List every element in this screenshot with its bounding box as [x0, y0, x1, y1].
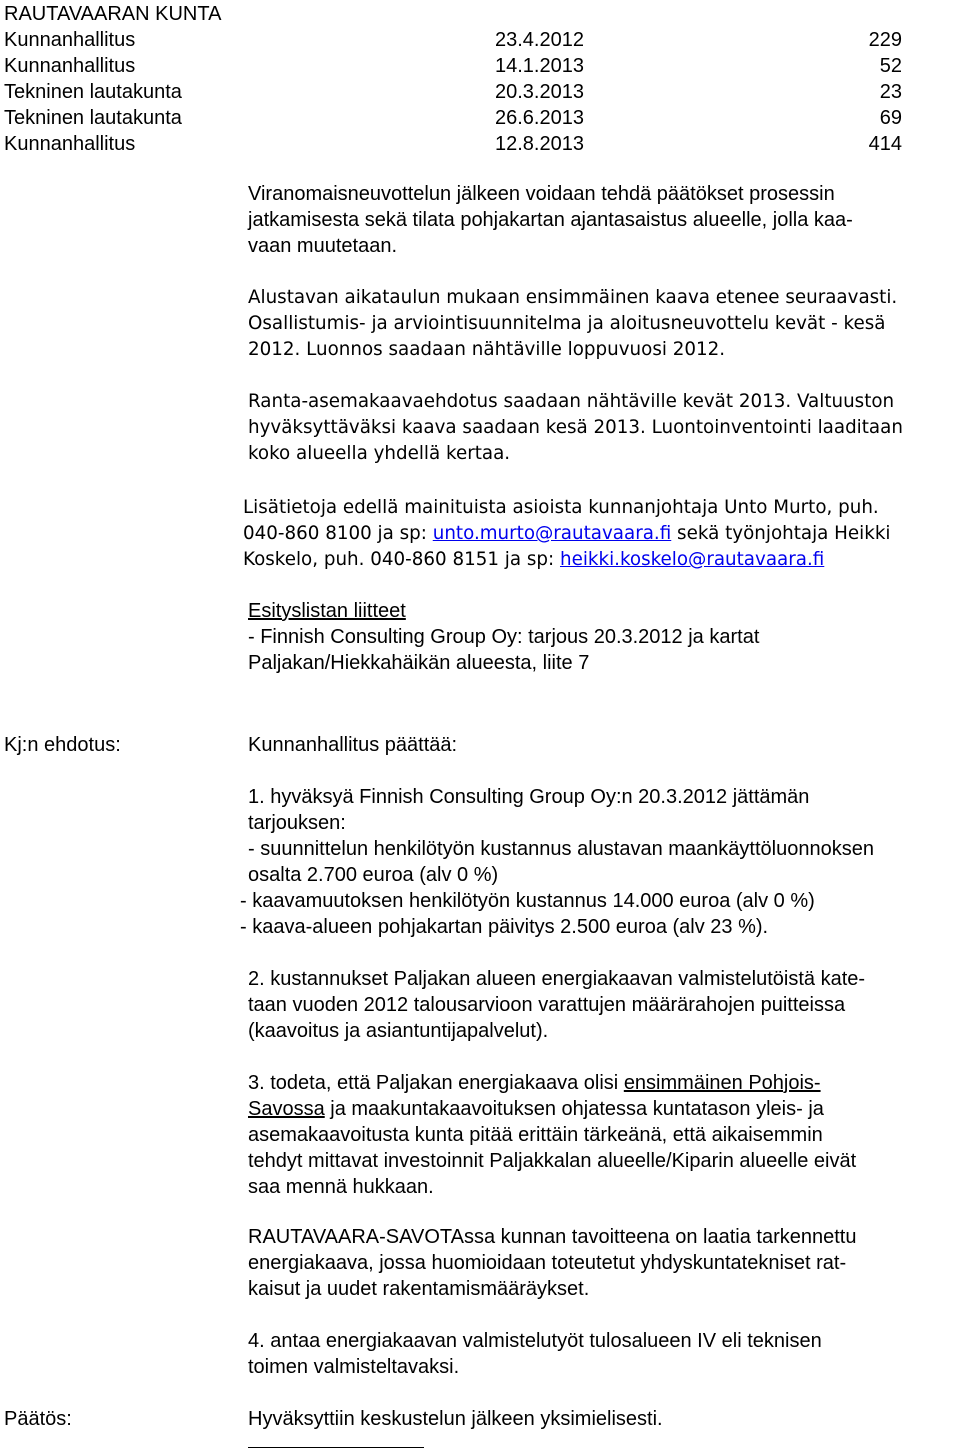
history-ref: 23	[879, 81, 902, 103]
proposal-label: Kj:n ehdotus:	[4, 734, 121, 756]
history-body: Tekninen lautakunta	[4, 81, 182, 103]
text-line: hyväksyttäväksi kaava saadaan kesä 2013. Luontoinventointi laaditaan	[248, 417, 903, 438]
history-date: 12.8.2013	[495, 133, 584, 155]
decision-label: Päätös:	[4, 1408, 72, 1430]
text-line: Kunnanhallitus päättää:	[248, 734, 458, 756]
text-line: jatkamisesta sekä tilata pohjakartan ajantasaistus alueelle, jolla kaa-	[248, 209, 853, 231]
history-row	[4, 27, 902, 53]
text-line: koko alueella yhdellä kertaa.	[248, 443, 511, 464]
history-date: 20.3.2013	[495, 81, 584, 103]
attachments-heading: Esityslistan liitteet	[248, 600, 406, 622]
proposal-item-3	[248, 1070, 960, 1200]
text-line: 2012. Luonnos saadaan nähtäville loppuvuosi 2012.	[248, 339, 726, 360]
proposal-item-2	[248, 966, 960, 1044]
history-date: 26.6.2013	[495, 107, 584, 129]
text-line: tehdyt mittavat investoinnit Paljakkalan alueelle/Kiparin alueelle eivät	[248, 1150, 857, 1172]
text-line: 4. antaa energiakaavan valmistelutyöt tulosalueen IV eli teknisen	[248, 1330, 822, 1352]
proposal-item-1	[248, 784, 960, 888]
organization-name: RAUTAVAARAN KUNTA	[4, 3, 222, 25]
text-line	[248, 1096, 960, 1122]
paragraph-savota	[248, 1224, 960, 1302]
text-fragment: sekä työnjohtaja Heikki	[671, 523, 891, 544]
email-link-heikki-koskelo[interactable]: heikki.koskelo@rautavaara.fi	[559, 549, 825, 570]
history-date: 23.4.2012	[495, 29, 584, 51]
email-link-unto-murto[interactable]: unto.murto@rautavaara.fi	[432, 523, 672, 544]
text-line: Viranomaisneuvottelun jälkeen voidaan tehdä päätökset prosessin	[248, 183, 835, 205]
text-line: - kaava-alueen pohjakartan päivitys 2.500 euroa (alv 23 %).	[240, 916, 769, 938]
text-line: vaan muutetaan.	[248, 235, 397, 257]
decision-text	[248, 1406, 960, 1432]
text-fragment: Koskelo, puh. 040-860 8151 ja sp:	[243, 549, 560, 570]
underlined-text: ensimmäinen Pohjois-	[623, 1072, 821, 1094]
text-line: RAUTAVAARA-SAVOTAssa kunnan tavoitteena on laatia tarkennettu	[248, 1226, 857, 1248]
text-line: Lisätietoja edellä mainituista asioista kunnanjohtaja Unto Murto, puh.	[243, 497, 879, 518]
text-line: saa mennä hukkaan.	[248, 1176, 434, 1198]
text-line: taan vuoden 2012 talousarvioon varattujen määrärahojen puitteissa	[248, 994, 846, 1016]
text-line: Osallistumis- ja arviointisuunnitelma ja aloitusneuvottelu kevät - kesä	[248, 313, 886, 334]
proposal-intro	[248, 732, 960, 758]
history-body: Kunnanhallitus	[4, 133, 136, 155]
paragraph-schedule	[248, 285, 960, 363]
history-row	[4, 79, 902, 105]
history-body: Kunnanhallitus	[4, 29, 136, 51]
text-line: energiakaava, jossa huomioidaan toteutetut yhdyskuntatekniset rat-	[248, 1252, 847, 1274]
text-line	[243, 547, 955, 573]
text-line: Alustavan aikataulun mukaan ensimmäinen kaava etenee seuraavasti.	[248, 287, 898, 308]
history-row	[4, 105, 902, 131]
paragraph-process	[248, 181, 960, 259]
text-line: Hyväksyttiin keskustelun jälkeen yksimielisesti.	[248, 1408, 663, 1430]
history-date: 14.1.2013	[495, 55, 584, 77]
history-ref: 414	[868, 133, 902, 155]
text-line: 1. hyväksyä Finnish Consulting Group Oy:n 20.3.2012 jättämän	[248, 786, 810, 808]
history-body: Tekninen lautakunta	[4, 107, 182, 129]
history-row	[4, 53, 902, 79]
text-line: Ranta-asemakaavaehdotus saadaan nähtäville kevät 2013. Valtuuston	[248, 391, 895, 412]
text-line: (kaavoitus ja asiantuntijapalvelut).	[248, 1020, 549, 1042]
paragraph-proposal-schedule	[248, 389, 960, 467]
text-fragment: 3. todeta, että Paljakan energiakaava olisi	[248, 1072, 624, 1094]
proposal-item-4	[248, 1328, 960, 1380]
history-row	[4, 131, 902, 157]
history-ref: 52	[879, 55, 902, 77]
history-ref: 229	[868, 29, 902, 51]
text-line: asemakaavoitusta kunta pitää erittäin tärkeänä, että aikaisemmin	[248, 1124, 823, 1146]
text-line	[243, 521, 955, 547]
proposal-item-1-extra	[240, 888, 952, 940]
text-fragment: 040-860 8100 ja sp:	[243, 523, 433, 544]
attachment-item: Paljakan/Hiekkahäikän alueesta, liite 7	[248, 652, 590, 674]
text-line: - suunnittelun henkilötyön kustannus alustavan maankäyttöluonnoksen	[248, 838, 874, 860]
signature-divider	[248, 1447, 424, 1448]
underlined-text: Savossa	[248, 1098, 325, 1120]
attachments-section	[248, 598, 960, 676]
text-line: tarjouksen:	[248, 812, 346, 834]
paragraph-contact	[243, 495, 955, 573]
history-body: Kunnanhallitus	[4, 55, 136, 77]
text-line: toimen valmisteltavaksi.	[248, 1356, 460, 1378]
text-line: osalta 2.700 euroa (alv 0 %)	[248, 864, 499, 886]
text-line: 2. kustannukset Paljakan alueen energiakaavan valmistelutöistä kate-	[248, 968, 866, 990]
text-fragment: ja maakuntakaavoituksen ohjatessa kuntatason yleis- ja	[324, 1098, 824, 1120]
text-line: kaisut ja uudet rakentamismääräykset.	[248, 1278, 590, 1300]
history-ref: 69	[879, 107, 902, 129]
text-line: - kaavamuutoksen henkilötyön kustannus 14.000 euroa (alv 0 %)	[240, 890, 815, 912]
text-line	[248, 1070, 960, 1096]
attachment-item: - Finnish Consulting Group Oy: tarjous 20.3.2012 ja kartat	[248, 626, 760, 648]
